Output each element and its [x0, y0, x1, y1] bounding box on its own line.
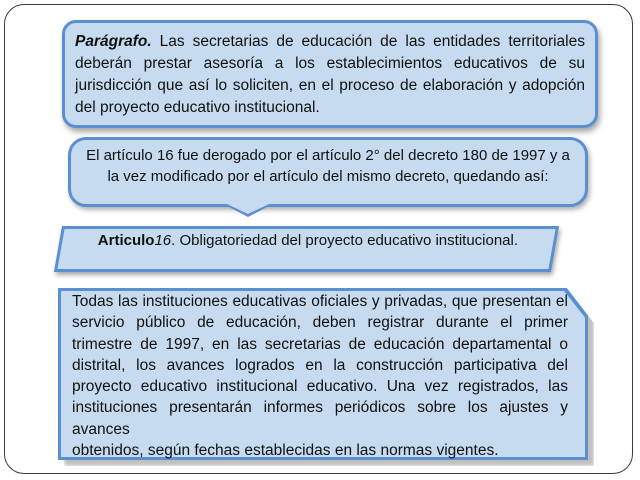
body-text: Todas las instituciones educativas oficiales y privadas, que presentan el servicio público de educación, deben registrar durante el primer trimestre de 1997, en las secretarias de educación departamental o distrital, los avances logrados en la construcción participativa del proyecto educativo institucional educativo. Una vez registrados, las instituciones presentarán informes periódicos sobre los ajustes y avances [72, 293, 568, 438]
paragrafo-text: Las secretarias de educación de las entidades territoriales deberán prestar asesoría a los establecimientos educativos de su jurisdicción que así lo soliciten, en el proceso de elaboración y adopción del proyecto educativo institucional. [75, 33, 585, 116]
body-text-last-line: obtenidos, según fechas establecidas en las normas vigentes. [72, 442, 499, 460]
derogation-note-text: El artículo 16 fue derogado por el artículo 2° del decreto 180 de 1997 y a la vez modificado por el artículo del mismo decreto, quedando así: [86, 147, 570, 185]
callout-pointer-fill [227, 204, 269, 214]
body-text-block [72, 291, 568, 461]
article-title: . Obligatoriedad del proyecto educativo institucional. [171, 232, 519, 249]
derogation-note-callout [68, 137, 588, 207]
article-lead: Articulo [97, 232, 155, 249]
paragrafo-lead: Parágrafo. [75, 33, 152, 50]
article-number: 16 [154, 232, 172, 249]
article-heading [70, 231, 545, 251]
paragrafo-box [62, 20, 598, 128]
article-heading-box [54, 226, 559, 272]
